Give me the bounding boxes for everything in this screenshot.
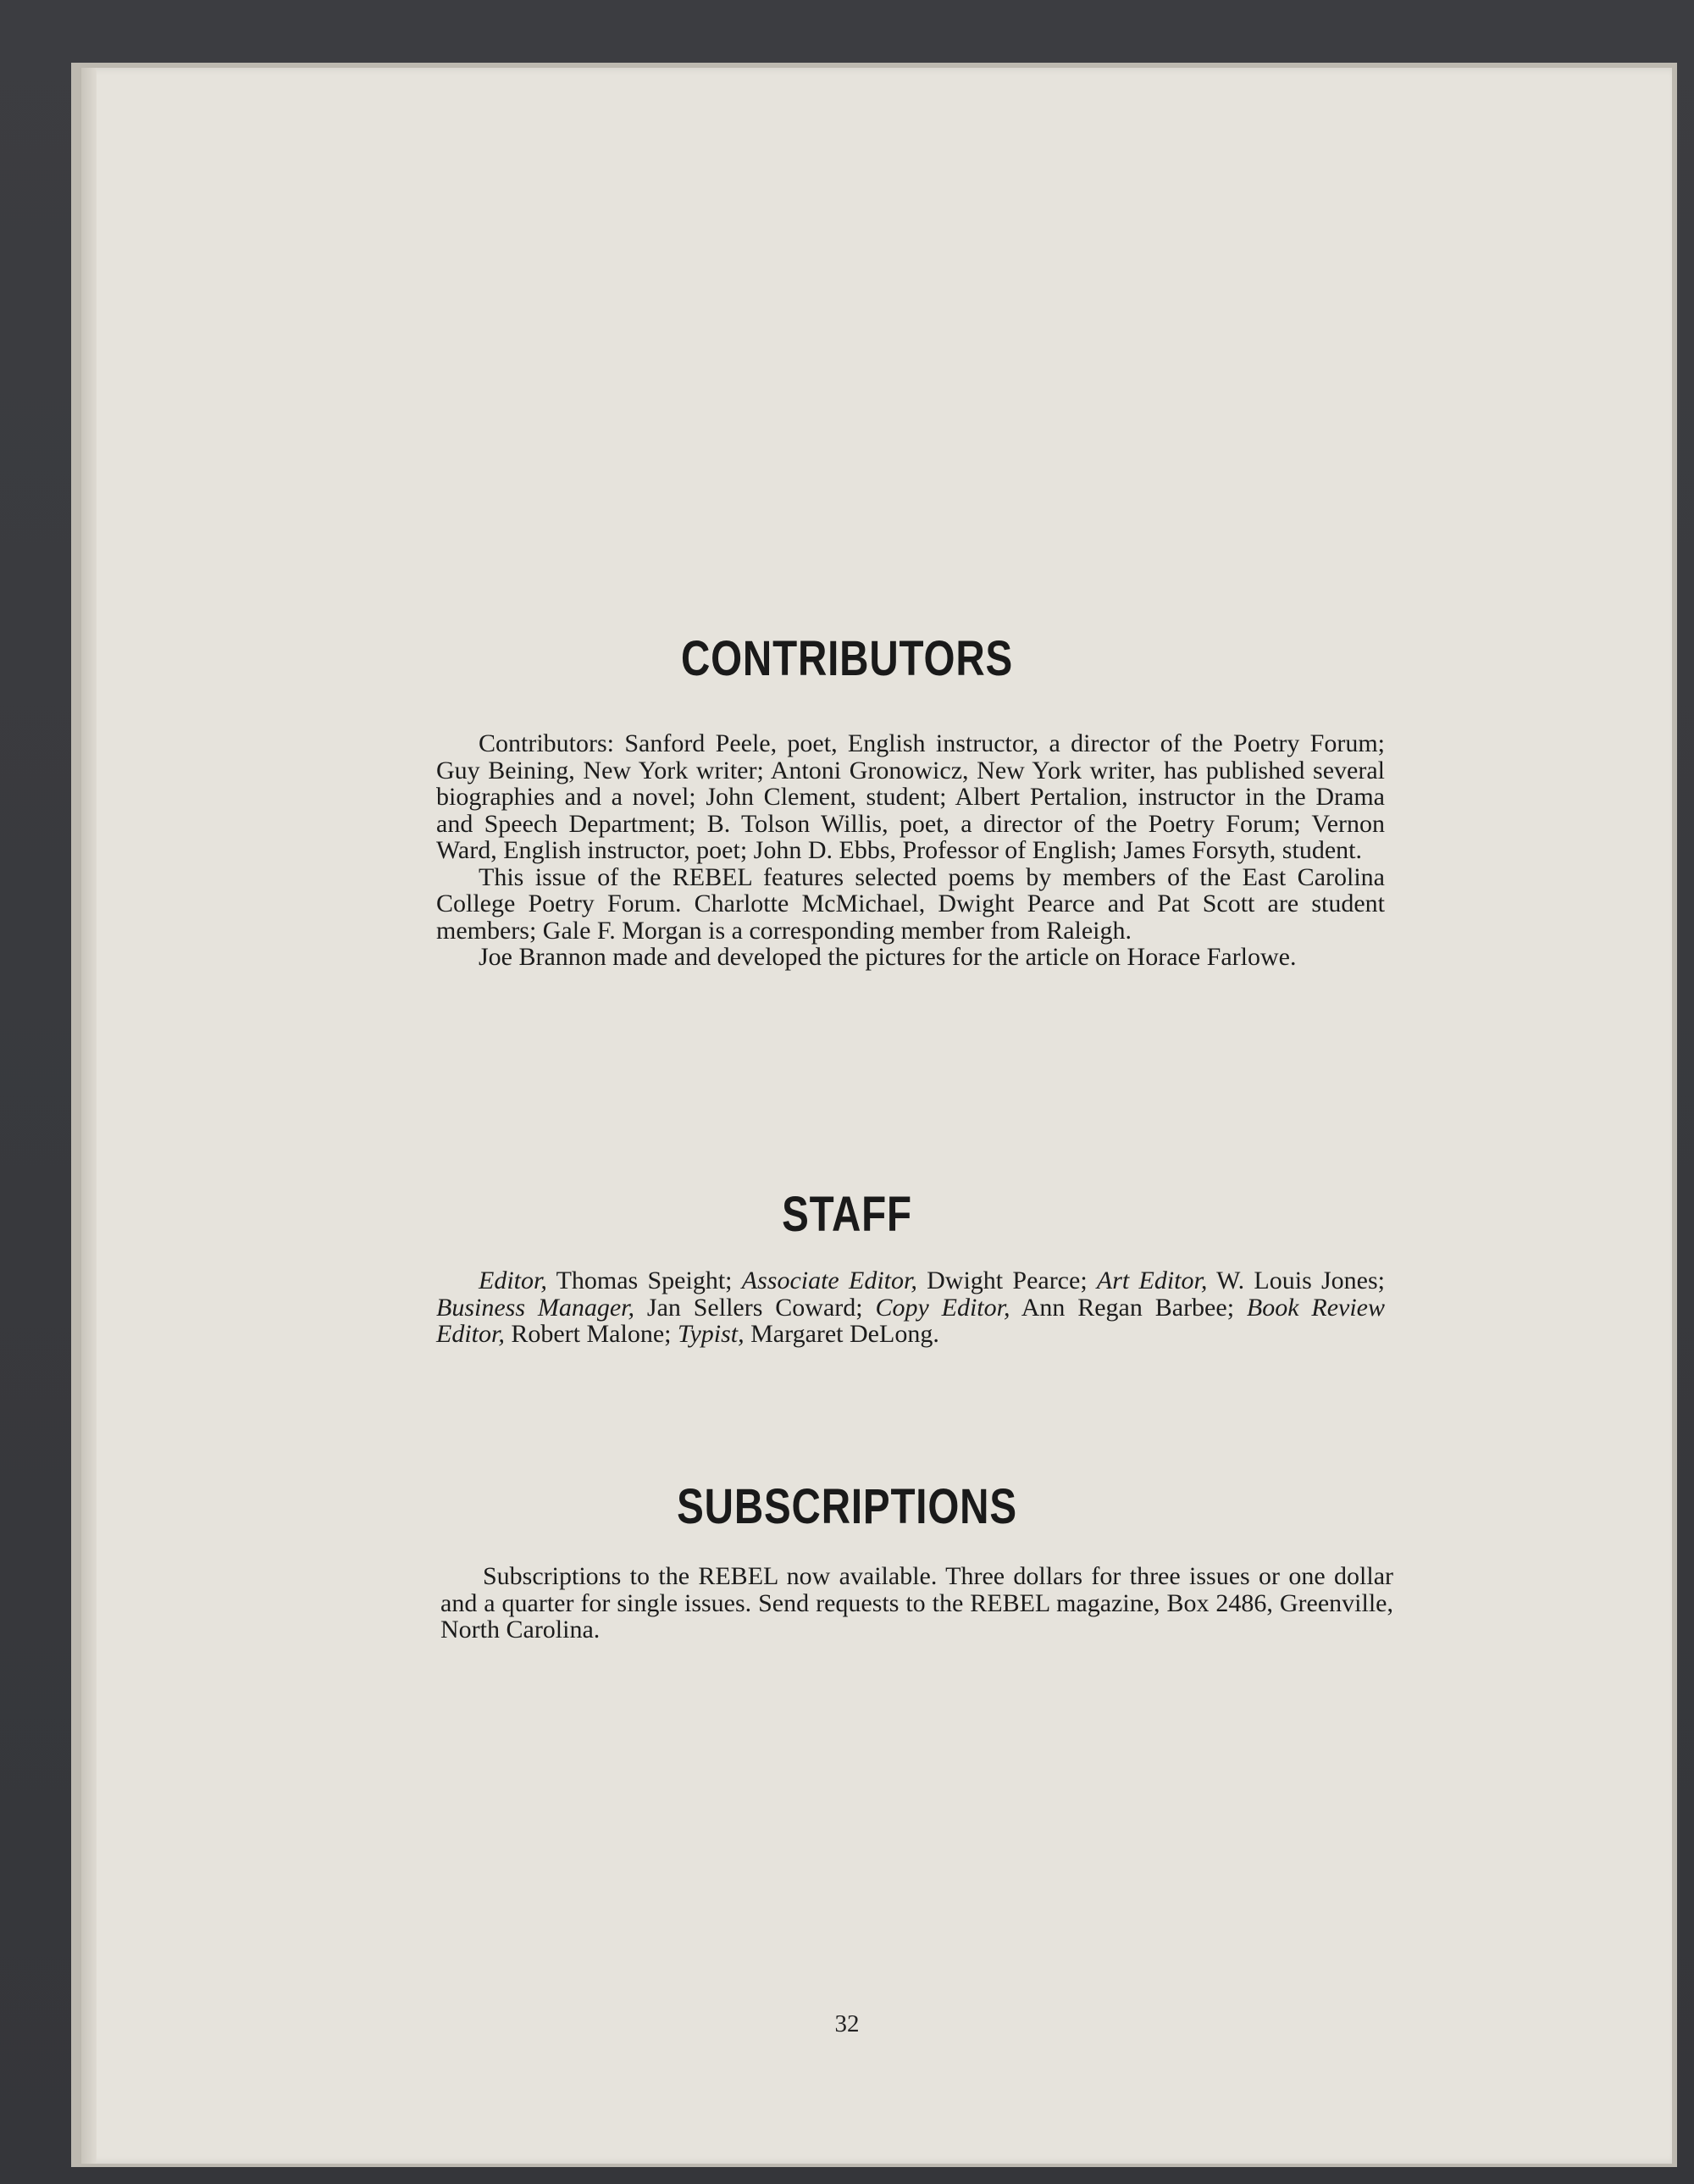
staff-role: Typist, xyxy=(678,1320,745,1348)
contributors-paragraph: Contributors: Sanford Peele, poet, English instructor, a director of the Poetry Forum; Guy Beining, New York writer; Antoni Gronowicz, New York writer, has published several biographies and a novel; John Clement, student; Albert Pertalion, instructor in the Drama and Speech Department; B. Tolson Willis, poet, a director of the Poetry Forum; Vernon Ward, English instructor, poet; John D. Ebbs, Professor of English; James Forsyth, student. xyxy=(436,729,1385,864)
staff-role: Business Manager, xyxy=(436,1293,635,1322)
staff-role: Associate Editor, xyxy=(741,1267,917,1294)
staff-heading: STAFF xyxy=(782,1187,912,1242)
staff-name: W. Louis Jones; xyxy=(1207,1267,1386,1294)
subscriptions-text xyxy=(440,1563,1393,1644)
page-binding-shadow xyxy=(81,68,97,2164)
contributors-heading: CONTRIBUTORS xyxy=(680,631,1014,686)
staff-name: Jan Sellers Coward; xyxy=(634,1293,876,1322)
page-number: 32 xyxy=(834,2010,860,2037)
staff-role: Editor, xyxy=(479,1267,547,1294)
staff-name: Dwight Pearce; xyxy=(916,1267,1097,1294)
staff-paragraph xyxy=(436,1267,1385,1348)
contributors-text xyxy=(436,730,1385,971)
page-sheet xyxy=(81,68,1672,2164)
contributors-paragraph: This issue of the REBEL features selected poems by members of the East Carolina College Poetry Forum. Charlotte McMichael, Dwight Pearce and Pat Scott are student members; Gale F. Morgan is a corresponding member from Raleigh. xyxy=(436,862,1385,945)
contributors-paragraph: Joe Brannon made and developed the pictures for the article on Horace Farlowe. xyxy=(479,943,1297,971)
subscriptions-paragraph: Subscriptions to the REBEL now available. Three dollars for three issues or one dollar and a quarter for single issues. Send requests to the REBEL magazine, Box 2486, Greenville, North Carolina. xyxy=(440,1562,1393,1644)
staff-text xyxy=(436,1267,1385,1348)
staff-name: Ann Regan Barbee; xyxy=(1010,1293,1247,1322)
subscriptions-heading: SUBSCRIPTIONS xyxy=(677,1479,1017,1534)
staff-role: Book Review Editor, xyxy=(436,1293,1386,1348)
staff-role: Art Editor, xyxy=(1096,1267,1208,1294)
staff-name: Margaret DeLong. xyxy=(744,1320,939,1348)
staff-name: Thomas Speight; xyxy=(546,1267,742,1294)
staff-name: Robert Malone; xyxy=(504,1320,678,1348)
staff-role: Copy Editor, xyxy=(875,1293,1010,1322)
